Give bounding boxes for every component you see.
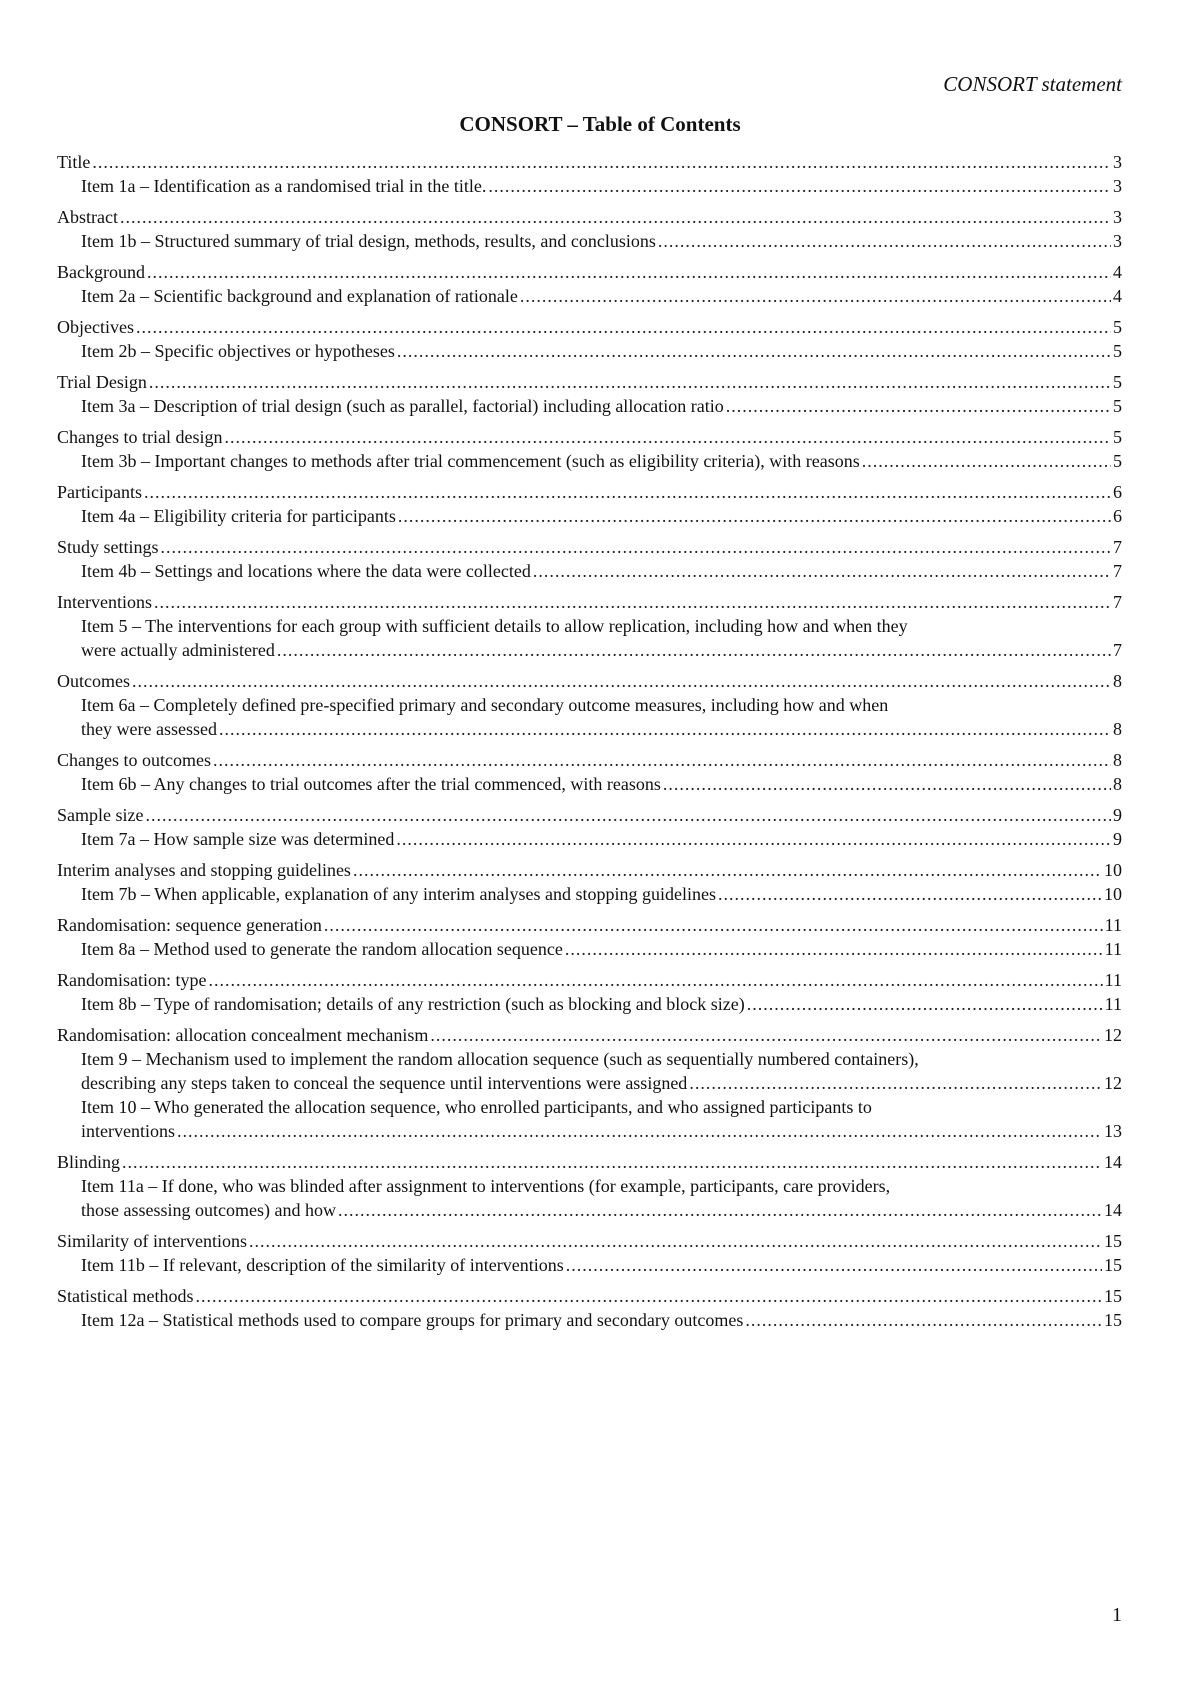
toc-section-entry-page: 4 bbox=[1113, 262, 1122, 282]
toc-item-entry[interactable] bbox=[57, 717, 1122, 741]
toc-section-entry[interactable] bbox=[57, 1150, 1122, 1174]
toc-section-entry-page: 5 bbox=[1113, 372, 1122, 392]
toc-item-entry-text: those assessing outcomes) and how bbox=[81, 1200, 336, 1220]
running-header: CONSORT statement bbox=[943, 72, 1122, 96]
toc-item-entry-text: Item 11b – If relevant, description of the similarity of interventions bbox=[81, 1255, 564, 1275]
toc-section bbox=[57, 669, 1122, 741]
toc-section-entry-page: 8 bbox=[1113, 671, 1122, 691]
toc-section-entry-page: 14 bbox=[1104, 1152, 1122, 1172]
toc-item-entry-text: describing any steps taken to conceal the sequence until interventions were assigned bbox=[81, 1073, 688, 1093]
toc-item-entry-page: 9 bbox=[1113, 829, 1122, 849]
toc-section-entry[interactable] bbox=[57, 669, 1122, 693]
dot-leader bbox=[726, 394, 1111, 418]
toc-section-entry[interactable] bbox=[57, 858, 1122, 882]
toc-item-entry[interactable] bbox=[57, 559, 1122, 583]
toc-item-first-line[interactable]: Item 11a – If done, who was blinded after assignment to interventions (for example, participants, care providers, bbox=[81, 1176, 891, 1196]
toc-section bbox=[57, 1023, 1122, 1143]
toc-item-entry[interactable] bbox=[57, 827, 1122, 851]
toc-item-entry-text: Item 12a – Statistical methods used to compare groups for primary and secondary outcomes bbox=[81, 1310, 744, 1330]
toc-item-entry-page: 5 bbox=[1113, 396, 1122, 416]
dot-leader bbox=[149, 370, 1111, 394]
toc-section-entry-text: Randomisation: type bbox=[57, 970, 207, 990]
toc-section-entry-page: 8 bbox=[1113, 750, 1122, 770]
toc-item-entry-page: 8 bbox=[1113, 719, 1122, 739]
toc-item-first-line[interactable]: Item 9 – Mechanism used to implement the random allocation sequence (such as sequentially numbered containers), bbox=[81, 1049, 919, 1069]
toc-item-entry-page: 7 bbox=[1113, 561, 1122, 581]
dot-leader bbox=[397, 339, 1111, 363]
toc-item-entry-text: Item 8a – Method used to generate the random allocation sequence bbox=[81, 939, 563, 959]
dot-leader bbox=[520, 284, 1111, 308]
toc-section bbox=[57, 480, 1122, 528]
dot-leader bbox=[177, 1119, 1102, 1143]
toc-section-entry-text: Background bbox=[57, 262, 145, 282]
toc-item-entry[interactable] bbox=[57, 174, 1122, 198]
toc-item-entry-text: Item 2b – Specific objectives or hypotheses bbox=[81, 341, 395, 361]
toc-section-entry-text: Title bbox=[57, 152, 91, 172]
toc-section bbox=[57, 968, 1122, 1016]
toc-item-entry-page: 4 bbox=[1113, 286, 1122, 306]
toc-section-entry-page: 12 bbox=[1104, 1025, 1122, 1045]
toc-section-entry[interactable] bbox=[57, 535, 1122, 559]
toc-section-entry-text: Statistical methods bbox=[57, 1286, 194, 1306]
toc-section-entry[interactable] bbox=[57, 370, 1122, 394]
toc-item-entry-page: 14 bbox=[1104, 1200, 1122, 1220]
toc-item-entry-text: Item 6b – Any changes to trial outcomes after the trial commenced, with reasons bbox=[81, 774, 661, 794]
toc-section-entry-text: Similarity of interventions bbox=[57, 1231, 247, 1251]
toc-section bbox=[57, 913, 1122, 961]
toc-section-entry[interactable] bbox=[57, 590, 1122, 614]
toc-section-entry-text: Changes to outcomes bbox=[57, 750, 211, 770]
toc-section-entry-page: 7 bbox=[1113, 537, 1122, 557]
toc-item-entry-text: were actually administered bbox=[81, 640, 275, 660]
toc-section-entry-text: Sample size bbox=[57, 805, 144, 825]
toc-section-entry-text: Trial Design bbox=[57, 372, 147, 392]
dot-leader bbox=[338, 1198, 1102, 1222]
toc-item-entry-page: 8 bbox=[1113, 774, 1122, 794]
dot-leader bbox=[122, 1150, 1102, 1174]
dot-leader bbox=[136, 315, 1111, 339]
dot-leader bbox=[353, 858, 1102, 882]
dot-leader bbox=[144, 480, 1111, 504]
dot-leader bbox=[224, 425, 1111, 449]
toc-item-entry-page: 15 bbox=[1104, 1310, 1122, 1330]
toc-section bbox=[57, 150, 1122, 198]
dot-leader bbox=[566, 1253, 1102, 1277]
toc-item-entry-page: 5 bbox=[1113, 341, 1122, 361]
dot-leader bbox=[747, 992, 1103, 1016]
toc-item-entry-page: 15 bbox=[1104, 1255, 1122, 1275]
toc-section bbox=[57, 590, 1122, 662]
toc-section-entry[interactable] bbox=[57, 1023, 1122, 1047]
toc-item-entry-page: 3 bbox=[1113, 231, 1122, 251]
toc-section-entry[interactable] bbox=[57, 150, 1122, 174]
toc-item-entry-text: Item 7b – When applicable, explanation of any interim analyses and stopping guidelines bbox=[81, 884, 717, 904]
dot-leader bbox=[745, 1308, 1102, 1332]
toc-section-entry-text: Interventions bbox=[57, 592, 152, 612]
toc-section-entry[interactable] bbox=[57, 260, 1122, 284]
dot-leader bbox=[154, 590, 1111, 614]
table-of-contents bbox=[57, 150, 1122, 1339]
toc-section-entry-page: 5 bbox=[1113, 317, 1122, 337]
dot-leader bbox=[120, 205, 1111, 229]
toc-item-entry-page: 11 bbox=[1104, 939, 1122, 959]
toc-section-entry-text: Randomisation: sequence generation bbox=[57, 915, 322, 935]
toc-section-entry[interactable] bbox=[57, 913, 1122, 937]
toc-section-entry-text: Blinding bbox=[57, 1152, 121, 1172]
dot-leader bbox=[147, 260, 1111, 284]
toc-section bbox=[57, 370, 1122, 418]
toc-item-entry[interactable] bbox=[57, 229, 1122, 253]
toc-section-entry[interactable] bbox=[57, 480, 1122, 504]
toc-item-entry-text: Item 7a – How sample size was determined bbox=[81, 829, 395, 849]
toc-item-entry[interactable] bbox=[57, 449, 1122, 473]
toc-section bbox=[57, 425, 1122, 473]
toc-section-entry-text: Changes to trial design bbox=[57, 427, 223, 447]
dot-leader bbox=[658, 229, 1111, 253]
toc-section bbox=[57, 1284, 1122, 1332]
dot-leader bbox=[277, 638, 1111, 662]
toc-section-entry-page: 15 bbox=[1104, 1286, 1122, 1306]
toc-section bbox=[57, 803, 1122, 851]
toc-item-first-line[interactable]: Item 6a – Completely defined pre-specified primary and secondary outcome measures, including how and when bbox=[81, 695, 889, 715]
toc-item-entry[interactable] bbox=[57, 1253, 1122, 1277]
toc-item-entry-text: Item 8b – Type of randomisation; details of any restriction (such as blocking and block size) bbox=[81, 994, 745, 1014]
toc-item-entry-text: Item 1a – Identification as a randomised trial in the title. bbox=[81, 176, 487, 196]
page-number: 1 bbox=[1112, 1604, 1122, 1626]
toc-item-entry[interactable] bbox=[57, 394, 1122, 418]
toc-item-entry-text: Item 3a – Description of trial design (such as parallel, factorial) including allocation ratio bbox=[81, 396, 724, 416]
dot-leader bbox=[718, 882, 1102, 906]
toc-section bbox=[57, 1150, 1122, 1222]
toc-item-entry[interactable] bbox=[57, 284, 1122, 308]
toc-item-entry[interactable] bbox=[57, 339, 1122, 363]
toc-section-entry[interactable] bbox=[57, 205, 1122, 229]
toc-section bbox=[57, 205, 1122, 253]
dot-leader bbox=[324, 913, 1103, 937]
toc-item-entry[interactable] bbox=[57, 1308, 1122, 1332]
dot-leader bbox=[398, 504, 1111, 528]
dot-leader bbox=[219, 717, 1111, 741]
toc-section-entry[interactable] bbox=[57, 1284, 1122, 1308]
toc-item-entry-page: 7 bbox=[1113, 640, 1122, 660]
toc-section-entry-text: Abstract bbox=[57, 207, 118, 227]
toc-title: CONSORT – Table of Contents bbox=[459, 112, 741, 136]
toc-section-entry-page: 15 bbox=[1104, 1231, 1122, 1251]
toc-item-entry-page: 10 bbox=[1104, 884, 1122, 904]
dot-leader bbox=[396, 827, 1111, 851]
toc-item-entry-page: 5 bbox=[1113, 451, 1122, 471]
toc-item-entry-text: they were assessed bbox=[81, 719, 217, 739]
toc-item-entry-page: 6 bbox=[1113, 506, 1122, 526]
dot-leader bbox=[196, 1284, 1103, 1308]
toc-section bbox=[57, 748, 1122, 796]
toc-section-entry-page: 6 bbox=[1113, 482, 1122, 502]
toc-item-entry[interactable] bbox=[57, 638, 1122, 662]
toc-section-entry-page: 3 bbox=[1113, 152, 1122, 172]
toc-item-entry-page: 12 bbox=[1104, 1073, 1122, 1093]
toc-section-entry-text: Participants bbox=[57, 482, 142, 502]
toc-item-entry[interactable] bbox=[57, 1198, 1122, 1222]
dot-leader bbox=[92, 150, 1111, 174]
toc-item-entry[interactable] bbox=[57, 1071, 1122, 1095]
toc-section-entry[interactable] bbox=[57, 803, 1122, 827]
toc-item-entry-text: Item 4b – Settings and locations where the data were collected bbox=[81, 561, 531, 581]
toc-item-first-line[interactable]: Item 5 – The interventions for each group with sufficient details to allow replication, including how and when they bbox=[81, 616, 908, 636]
toc-section-entry-page: 10 bbox=[1104, 860, 1122, 880]
dot-leader bbox=[161, 535, 1111, 559]
toc-section-entry-text: Interim analyses and stopping guidelines bbox=[57, 860, 351, 880]
dot-leader bbox=[430, 1023, 1102, 1047]
toc-section-entry-text: Study settings bbox=[57, 537, 159, 557]
toc-section-entry-page: 11 bbox=[1104, 970, 1122, 990]
toc-section-entry-page: 9 bbox=[1113, 805, 1122, 825]
toc-item-entry[interactable] bbox=[57, 937, 1122, 961]
toc-section-entry-page: 3 bbox=[1113, 207, 1122, 227]
toc-item-entry-page: 11 bbox=[1104, 994, 1122, 1014]
dot-leader bbox=[663, 772, 1111, 796]
toc-item-entry-text: interventions bbox=[81, 1121, 175, 1141]
toc-item-entry-text: Item 2a – Scientific background and explanation of rationale bbox=[81, 286, 518, 306]
toc-item-entry[interactable] bbox=[57, 992, 1122, 1016]
toc-section bbox=[57, 535, 1122, 583]
toc-section-entry[interactable] bbox=[57, 425, 1122, 449]
dot-leader bbox=[132, 669, 1111, 693]
dot-leader bbox=[488, 174, 1111, 198]
toc-item-first-line[interactable]: Item 10 – Who generated the allocation sequence, who enrolled participants, and who assigned participants to bbox=[81, 1097, 872, 1117]
toc-section bbox=[57, 1229, 1122, 1277]
toc-section-entry-page: 11 bbox=[1104, 915, 1122, 935]
toc-item-entry-page: 3 bbox=[1113, 176, 1122, 196]
toc-section-entry-text: Randomisation: allocation concealment mechanism bbox=[57, 1025, 429, 1045]
toc-section bbox=[57, 260, 1122, 308]
toc-item-entry-text: Item 4a – Eligibility criteria for participants bbox=[81, 506, 396, 526]
toc-item-entry[interactable] bbox=[57, 1119, 1122, 1143]
dot-leader bbox=[533, 559, 1111, 583]
toc-item-entry[interactable] bbox=[57, 504, 1122, 528]
dot-leader bbox=[145, 803, 1111, 827]
toc-section bbox=[57, 858, 1122, 906]
dot-leader bbox=[249, 1229, 1102, 1253]
dot-leader bbox=[862, 449, 1111, 473]
toc-item-entry-page: 13 bbox=[1104, 1121, 1122, 1141]
toc-section-entry[interactable] bbox=[57, 968, 1122, 992]
toc-section bbox=[57, 315, 1122, 363]
toc-item-entry-text: Item 3b – Important changes to methods after trial commencement (such as eligibility criteria), with reasons bbox=[81, 451, 860, 471]
toc-section-entry[interactable] bbox=[57, 315, 1122, 339]
toc-section-entry[interactable] bbox=[57, 748, 1122, 772]
dot-leader bbox=[213, 748, 1111, 772]
dot-leader bbox=[689, 1071, 1102, 1095]
toc-section-entry-text: Objectives bbox=[57, 317, 134, 337]
toc-section-entry[interactable] bbox=[57, 1229, 1122, 1253]
toc-item-entry-text: Item 1b – Structured summary of trial design, methods, results, and conclusions bbox=[81, 231, 656, 251]
toc-item-entry[interactable] bbox=[57, 772, 1122, 796]
toc-section-entry-page: 7 bbox=[1113, 592, 1122, 612]
toc-section-entry-page: 5 bbox=[1113, 427, 1122, 447]
toc-section-entry-text: Outcomes bbox=[57, 671, 130, 691]
dot-leader bbox=[565, 937, 1103, 961]
dot-leader bbox=[208, 968, 1102, 992]
toc-item-entry[interactable] bbox=[57, 882, 1122, 906]
